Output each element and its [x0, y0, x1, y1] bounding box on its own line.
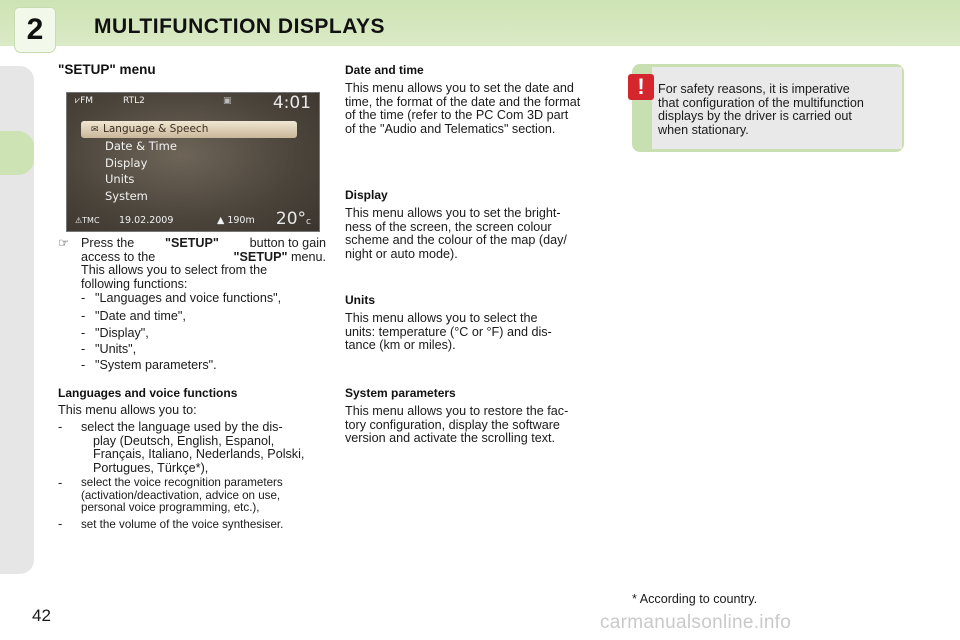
document-icon: ▣ — [223, 96, 232, 106]
screen-bottom-bar — [67, 211, 319, 231]
date-time-heading: Date and time — [345, 63, 424, 77]
screen-date: 19.02.2009 — [119, 215, 174, 226]
watermark: carmanualsonline.info — [600, 612, 792, 633]
tmc-indicator: ⚠TMC — [75, 216, 100, 225]
antenna-icon: ⩗ — [75, 96, 81, 106]
screen-status-bar — [67, 93, 319, 111]
screen-menu-item-language: ✉ Language & Speech — [81, 121, 297, 138]
system-parameters-heading: System parameters — [345, 386, 456, 400]
date-time-text: This menu allows you to set the date and time, the format of the date and the format of the time (refer to the PC Com 3D part of the "Audio and Telematics" section. — [345, 81, 581, 136]
page-title: MULTIFUNCTION DISPLAYS — [94, 15, 386, 38]
languages-intro: This menu allows you to: — [58, 403, 197, 417]
screen-clock: 4:01 — [272, 93, 311, 113]
languages-heading: Languages and voice functions — [58, 386, 238, 400]
languages-item-2: select the voice recognition parameters (activation/deactivation, advice on use, personal voice programming, etc.), — [81, 476, 283, 515]
screen-menu-list — [81, 121, 301, 205]
safety-note-text: For safety reasons, it is imperative that configuration of the multifunction displays by the driver is carried out when stationary. — [658, 82, 864, 137]
display-heading: Display — [345, 188, 388, 202]
function-item: "Languages and voice functions", — [95, 291, 282, 305]
speech-icon: ✉ — [91, 125, 99, 135]
function-item: "Units", — [95, 342, 137, 356]
languages-item-1: select the language used by the dis- play (Deutsch, English, Espanol, Français, Italiano, Nederlands, Polski, Portugues, Türkçe*), — [81, 420, 305, 475]
pointing-hand-icon: ☞ — [58, 236, 70, 250]
units-heading: Units — [345, 293, 375, 307]
chapter-marker — [0, 131, 34, 175]
screen-menu-item-date: Date & Time — [105, 138, 177, 153]
screen-menu-item-system: System — [105, 189, 148, 204]
footnote: * According to country. — [632, 592, 758, 606]
screen-menu-item-display: Display — [105, 155, 148, 170]
screen-distance: ▲ 190m — [217, 215, 255, 226]
setup-screen-image — [66, 92, 320, 232]
system-parameters-text: This menu allows you to restore the fac- tory configuration, display the software version and activate the scrolling text. — [345, 404, 569, 445]
function-item: "Date and time", — [95, 309, 186, 323]
station-name: RTL2 — [123, 96, 145, 106]
radio-band-indicator: ⩗FM — [75, 96, 94, 106]
display-text: This menu allows you to set the bright- ness of the screen, the screen colour scheme and the colour of the map (day/ night or auto mode). — [345, 206, 567, 261]
units-text: This menu allows you to select the units: temperature (°C or °F) and dis- tance (km or miles). — [345, 311, 552, 352]
traffic-icon: ⚠ — [75, 216, 83, 225]
languages-item-3: set the volume of the voice synthesiser. — [81, 518, 284, 531]
navigation-arrow-icon: ▲ — [217, 215, 228, 226]
screen-menu-item-units: Units — [105, 172, 135, 187]
chapter-number-tab: 2 — [15, 8, 55, 52]
screen-temperature: 20°c — [275, 209, 311, 229]
page-number: 42 — [32, 606, 51, 625]
warning-icon: ! — [628, 74, 654, 100]
press-setup-text: Press the "SETUP" button to gain access to the "SETUP" menu. This allows you to select from the following functions: — [81, 236, 326, 291]
function-item: "System parameters". — [95, 358, 217, 372]
setup-menu-heading: "SETUP" menu — [58, 62, 156, 77]
function-item: "Display", — [95, 326, 149, 340]
